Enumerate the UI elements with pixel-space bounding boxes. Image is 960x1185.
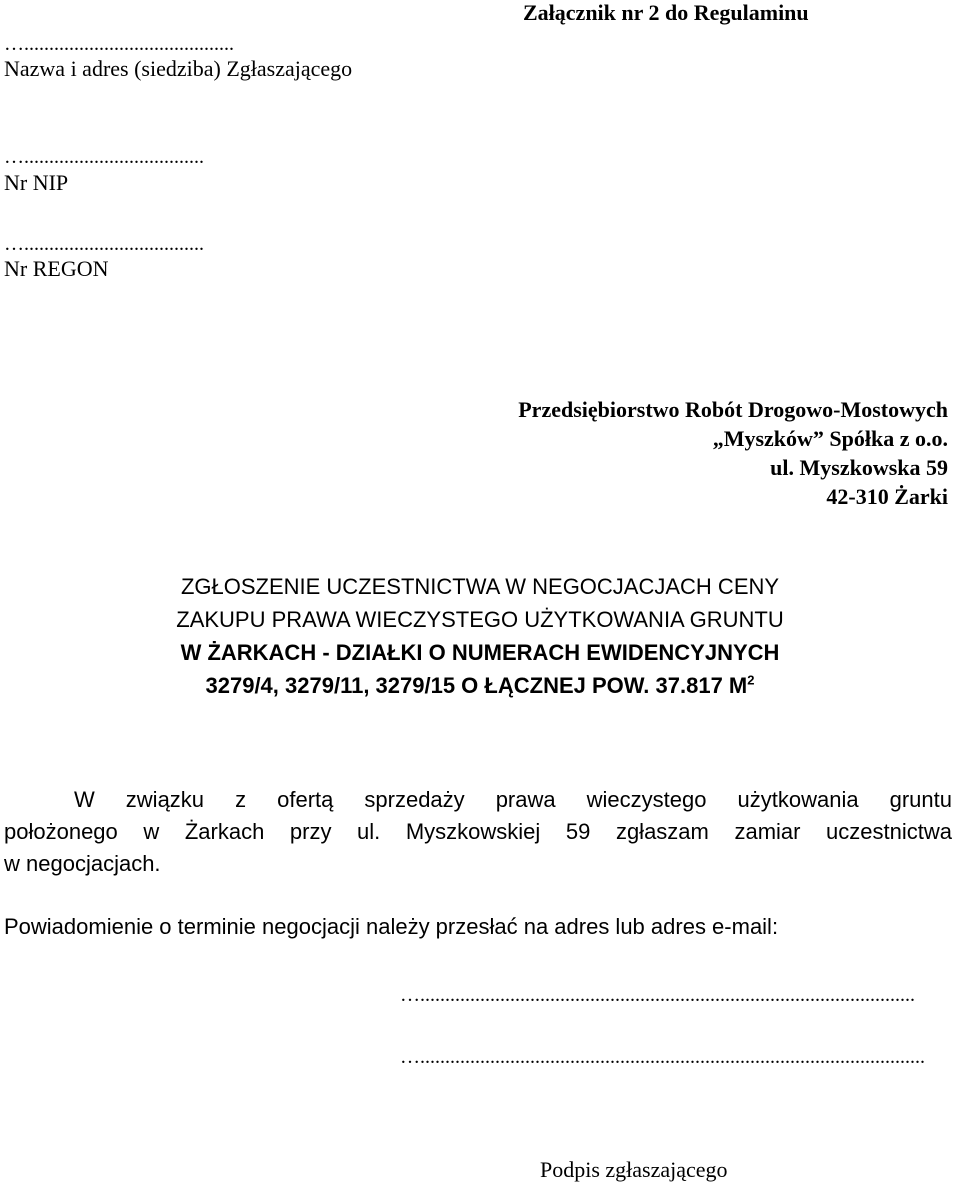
signature-label: Podpis zgłaszającego xyxy=(540,1157,728,1182)
heading-line-2: ZAKUPU PRAWA WIECZYSTEGO UŻYTKOWANIA GRUNTU xyxy=(176,607,784,632)
recipient-city: 42-310 Żarki xyxy=(826,484,948,509)
notification-paragraph: Powiadomienie o terminie negocjacji należy przesłać na adres lub adres e-mail: xyxy=(4,914,779,939)
declaration-line-1: W związku z ofertą sprzedaży prawa wieczystego użytkowania gruntu xyxy=(74,787,952,812)
heading-superscript: 2 xyxy=(747,672,755,688)
nip-label: Nr NIP xyxy=(4,170,69,195)
email-dots-line-2: …..................................................................................................... xyxy=(400,1046,925,1068)
applicant-name-dots: ….......................................... xyxy=(4,33,234,55)
recipient-company-name: Przedsiębiorstwo Robót Drogowo-Mostowych xyxy=(518,397,948,422)
applicant-name-label: Nazwa i adres (siedziba) Zgłaszającego xyxy=(4,56,353,81)
declaration-paragraph xyxy=(4,784,952,880)
recipient-street: ul. Myszkowska 59 xyxy=(770,455,948,480)
email-dots-line-1: …................................................................................................... xyxy=(400,984,915,1006)
regon-dots: ….................................... xyxy=(4,233,204,255)
attachment-title: Załącznik nr 2 do Regulaminu xyxy=(523,0,809,25)
declaration-line-2: położonego w Żarkach przy ul. Myszkowskiej 59 zgłaszam zamiar uczestnictwa xyxy=(4,819,952,844)
heading-line-4-text: 3279/4, 3279/11, 3279/15 O ŁĄCZNEJ POW. 37.817 M xyxy=(205,673,748,698)
nip-dots: ….................................... xyxy=(4,146,204,168)
recipient-company-short: „Myszków” Spółka z o.o. xyxy=(712,426,948,451)
heading-line-3: W ŻARKACH - DZIAŁKI O NUMERACH EWIDENCYJNYCH xyxy=(180,640,780,665)
declaration-line-3: w negocjacjach. xyxy=(4,851,161,876)
regon-label: Nr REGON xyxy=(4,256,109,281)
heading-line-4 xyxy=(0,669,960,702)
document-heading xyxy=(0,570,960,702)
heading-line-1: ZGŁOSZENIE UCZESTNICTWA W NEGOCJACJACH CENY xyxy=(180,574,780,599)
